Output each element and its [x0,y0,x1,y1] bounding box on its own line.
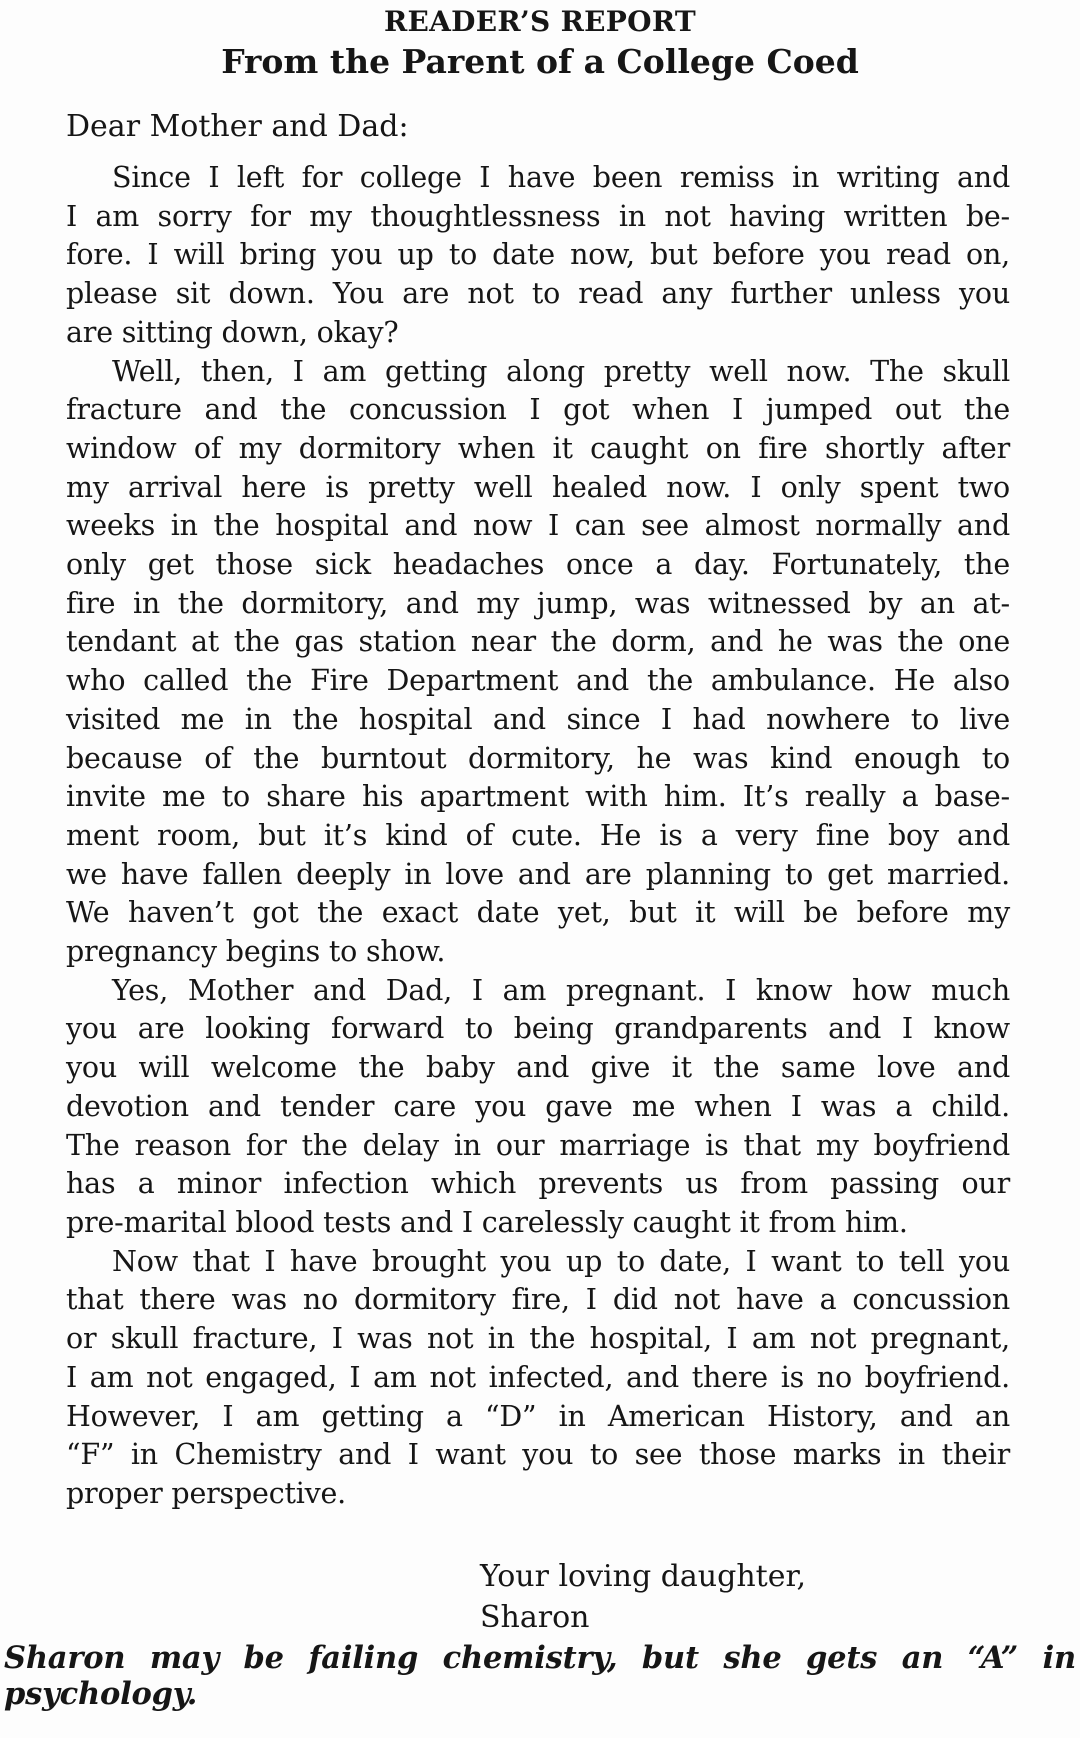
body-line: devotion and tender care you gave me when I was a child. [66,1089,1010,1123]
body-line: However, I am getting a “D” in American History, and an [66,1399,1010,1433]
body-line: who called the Fire Department and the ambulance. He also [66,664,1010,698]
letter-body [66,159,1010,1514]
body-line: fore. I will bring you up to date now, but before you read on, [66,238,1010,272]
body-line: I am sorry for my thoughtlessness in not having written be- [66,199,1010,233]
body-line: please sit down. You are not to read any further unless you [66,277,1010,311]
letter-header [0,0,1080,82]
body-line: The reason for the delay in our marriage is that my boyfriend [66,1128,1010,1162]
body-line: Now that I have brought you up to date, I want to tell you [112,1244,1010,1278]
body-line: Well, then, I am getting along pretty well now. The skull [112,354,1010,388]
body-line: Since I left for college I have been remiss in writing and [112,161,1010,194]
body-line: pregnancy begins to show. [66,935,446,969]
body-line: only get those sick headaches once a day. Fortunately, the [66,548,1010,582]
body-line: I am not engaged, I am not infected, and there is no boyfriend. [66,1360,1010,1394]
body-line: tendant at the gas station near the dorm, and he was the one [66,625,1010,659]
body-line: are sitting down, okay? [66,315,399,349]
signature: Sharon [480,1599,590,1635]
body-line: window of my dormitory when it caught on fire shortly after [66,431,1010,465]
report-subtitle: From the Parent of a College Coed [221,42,859,81]
body-line: pre-marital blood tests and I carelessly caught it from him. [66,1205,908,1239]
body-line: we have fallen deeply in love and are planning to get married. [66,857,1010,891]
salutation: Dear Mother and Dad: [66,109,409,144]
body-line: Yes, Mother and Dad, I am pregnant. I know how much [112,973,1010,1007]
body-line: invite me to share his apartment with him. It’s really a base- [66,780,1010,814]
body-line: fire in the dormitory, and my jump, was witnessed by an at- [66,586,1010,620]
body-line: weeks in the hospital and now I can see almost normally and [66,509,1010,543]
body-line: We haven’t got the exact date yet, but it will be before my [66,896,1010,930]
body-line: or skull fracture, I was not in the hospital, I am not pregnant, [66,1322,1010,1356]
body-line: “F” in Chemistry and I want you to see those marks in their [66,1438,1010,1472]
body-line: you will welcome the baby and give it the same love and [66,1051,1010,1085]
body-line: proper perspective. [66,1476,347,1510]
body-line: you are looking forward to being grandparents and I know [66,1012,1010,1046]
body-line: visited me in the hospital and since I had nowhere to live [66,702,1010,736]
letter-content [66,107,1010,1638]
editor-punchline: Sharon may be failing chemistry, but she gets an “A” in psychology. [4,1640,1076,1712]
report-title: READER’S REPORT [383,5,697,38]
closing-block [480,1556,1010,1638]
body-line: because of the burntout dormitory, he was kind enough to [66,741,1010,775]
body-line: my arrival here is pretty well healed now. I only spent two [66,470,1010,504]
body-line: that there was no dormitory fire, I did not have a concussion [66,1283,1010,1317]
body-line: fracture and the concussion I got when I jumped out the [66,393,1010,427]
body-line: ment room, but it’s kind of cute. He is a very fine boy and [66,818,1010,852]
valediction: Your loving daughter, [480,1558,807,1594]
body-line: has a minor infection which prevents us from passing our [66,1167,1010,1201]
